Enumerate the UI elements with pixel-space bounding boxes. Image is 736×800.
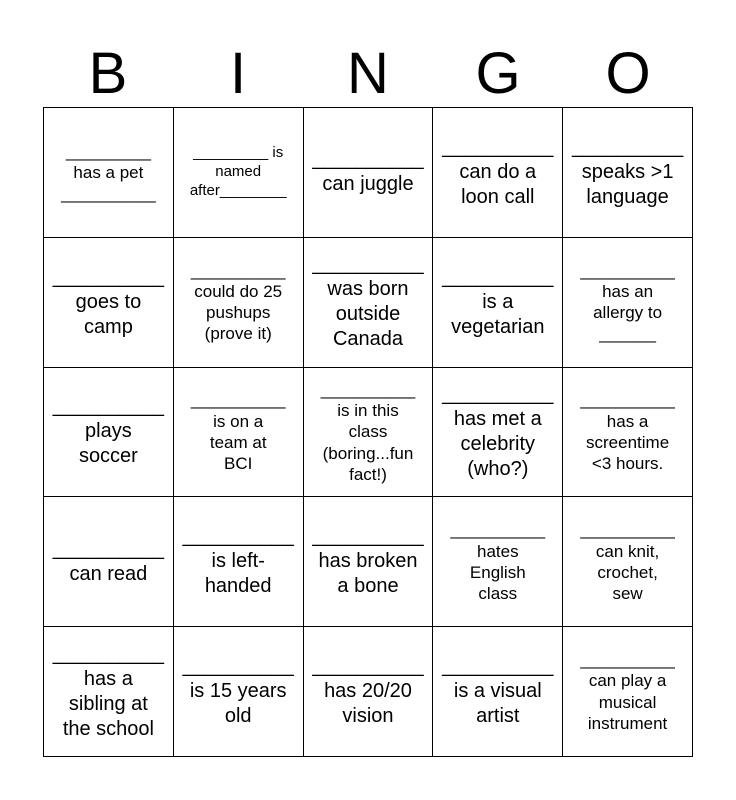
- cell-text: __________ is a visual artist: [442, 655, 554, 728]
- cell-text: __________ hates English class: [450, 520, 546, 604]
- cell-text: __________ is in this class (boring...fun fact!): [320, 379, 416, 484]
- cell-text: __________ was born outside Canada: [312, 253, 424, 351]
- cell-text: __________ speaks >1 language: [571, 135, 684, 208]
- bingo-cell[interactable]: [174, 108, 304, 238]
- bingo-cell[interactable]: [563, 108, 693, 238]
- bingo-cell[interactable]: [304, 368, 434, 498]
- cell-text: __________ has met a celebrity (who?): [442, 382, 554, 480]
- bingo-cell[interactable]: [304, 108, 434, 238]
- header-letter: G: [475, 41, 521, 106]
- bingo-grid: [43, 107, 693, 757]
- cell-text: __________ plays soccer: [52, 395, 165, 468]
- header-letter: N: [347, 41, 389, 106]
- bingo-cell[interactable]: [44, 497, 174, 627]
- cell-text: __________ is on a team at BCI: [190, 390, 286, 474]
- bingo-cell[interactable]: [44, 627, 174, 757]
- cell-text: __________ has a sibling at the school: [52, 642, 165, 740]
- cell-text: __________ goes to camp: [52, 265, 165, 338]
- cell-text: __________ has an allergy to ______: [580, 260, 675, 344]
- bingo-cell[interactable]: [44, 368, 174, 498]
- cell-text: __________ can play a musical instrument: [580, 650, 675, 733]
- bingo-cell[interactable]: [433, 497, 563, 627]
- cell-text: __________ is 15 years old: [182, 655, 294, 728]
- bingo-cell[interactable]: [563, 497, 693, 627]
- bingo-cell[interactable]: [433, 238, 563, 368]
- cell-text: _________ has a pet __________: [61, 141, 156, 204]
- cell-text: __________ can juggle: [312, 148, 424, 196]
- bingo-cell[interactable]: [563, 238, 693, 368]
- bingo-cell[interactable]: [174, 627, 304, 757]
- header-letter: B: [88, 41, 128, 106]
- bingo-cell[interactable]: [304, 627, 434, 757]
- bingo-cell[interactable]: [433, 368, 563, 498]
- bingo-cell[interactable]: [44, 108, 174, 238]
- bingo-cell[interactable]: [304, 497, 434, 627]
- cell-text: __________ is left- handed: [182, 525, 294, 598]
- bingo-cell[interactable]: [563, 627, 693, 757]
- bingo-cell[interactable]: [433, 108, 563, 238]
- bingo-cell[interactable]: [44, 238, 174, 368]
- cell-text: __________ is a vegetarian: [442, 265, 554, 338]
- cell-text: __________ can knit, crochet, sew: [580, 520, 675, 604]
- cell-text: __________ could do 25 pushups (prove it): [190, 260, 286, 344]
- cell-text: __________ can read: [52, 537, 165, 585]
- bingo-cell[interactable]: [174, 368, 304, 498]
- cell-text: __________ has 20/20 vision: [312, 655, 424, 728]
- bingo-cell[interactable]: [174, 497, 304, 627]
- cell-text: __________ can do a loon call: [442, 135, 554, 208]
- bingo-cell[interactable]: [563, 368, 693, 498]
- cell-text: __________ has a screentime <3 hours.: [580, 390, 675, 474]
- header-letter: O: [605, 41, 651, 106]
- cell-text: __________ has broken a bone: [312, 525, 424, 598]
- bingo-header: [43, 42, 693, 106]
- bingo-cell[interactable]: [174, 238, 304, 368]
- bingo-cell[interactable]: [433, 627, 563, 757]
- bingo-cell[interactable]: [304, 238, 434, 368]
- header-letter: I: [229, 41, 247, 106]
- cell-text: _________ is named after________: [189, 144, 287, 199]
